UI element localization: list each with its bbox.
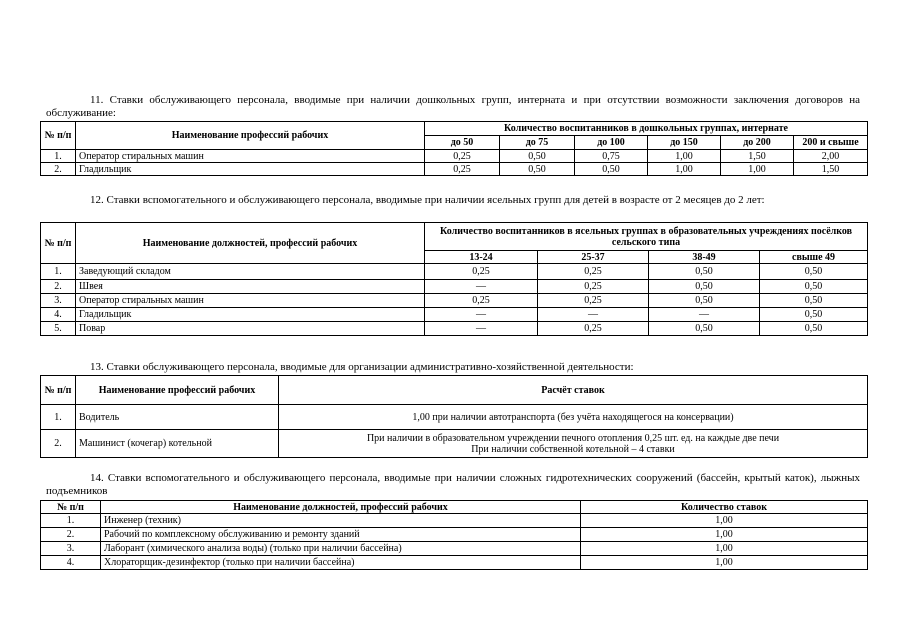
table-14 xyxy=(40,500,868,570)
col-header: до 50 xyxy=(425,136,500,150)
header-group: Количество воспитанников в ясельных группах в образовательных учреждениях посёлков сельского типа xyxy=(425,223,868,251)
header-num: № п/п xyxy=(41,223,76,264)
row-num: 4. xyxy=(41,556,101,570)
cell-calc xyxy=(279,430,868,458)
col-header: 13-24 xyxy=(425,251,538,264)
col-header: свыше 49 xyxy=(760,251,868,264)
table-row xyxy=(41,556,868,570)
row-name: Машинист (кочегар) котельной xyxy=(76,430,279,458)
cell-value: 0,50 xyxy=(760,264,868,280)
cell-value: 0,50 xyxy=(649,294,760,308)
table-row xyxy=(41,264,868,280)
cell-value: 0,25 xyxy=(538,322,649,336)
table-12 xyxy=(40,222,868,336)
row-num: 1. xyxy=(41,514,101,528)
cell-value: 0,25 xyxy=(425,264,538,280)
table-row xyxy=(41,430,868,458)
cell-value: 0,50 xyxy=(649,280,760,294)
cell-value: 0,75 xyxy=(575,150,648,163)
table-row xyxy=(41,542,868,556)
cell-value: 1,00 xyxy=(581,514,868,528)
table-row xyxy=(41,322,868,336)
section-11-caption: 11. Ставки обслуживающего персонала, вводимые при наличии дошкольных групп, интерната и при отсутствии возможности заключения договоров на обслуживание: xyxy=(46,94,860,119)
row-name: Хлораторщик-дезинфектор (только при наличии бассейна) xyxy=(101,556,581,570)
table-13 xyxy=(40,375,868,458)
cell-value: 2,00 xyxy=(794,150,868,163)
row-name: Оператор стиральных машин xyxy=(76,294,425,308)
row-name: Лаборант (химического анализа воды) (только при наличии бассейна) xyxy=(101,542,581,556)
cell-value: 0,50 xyxy=(500,150,575,163)
cell-value: 0,50 xyxy=(760,294,868,308)
header-qty: Количество ставок xyxy=(581,501,868,514)
cell-value: 1,00 xyxy=(648,163,721,176)
cell-value: 0,50 xyxy=(575,163,648,176)
row-num: 1. xyxy=(41,405,76,430)
table-row xyxy=(41,163,868,176)
row-name: Рабочий по комплексному обслуживанию и ремонту зданий xyxy=(101,528,581,542)
table-row xyxy=(41,528,868,542)
row-name: Гладильщик xyxy=(76,163,425,176)
cell-value: 0,50 xyxy=(500,163,575,176)
calc-line: 1,00 при наличии автотранспорта (без учёта находящегося на консервации) xyxy=(412,411,734,423)
cell-value: — xyxy=(649,308,760,322)
col-header: 25-37 xyxy=(538,251,649,264)
cell-value: 0,50 xyxy=(649,264,760,280)
table-11 xyxy=(40,121,868,176)
cell-value: — xyxy=(425,280,538,294)
row-name: Водитель xyxy=(76,405,279,430)
cell-value: 1,00 xyxy=(648,150,721,163)
section-14-caption: 14. Ставки вспомогательного и обслуживающего персонала, вводимые при наличии сложных гидротехнических сооружений (бассейн, крытый каток), лыжных подъемников xyxy=(46,472,860,497)
table-row xyxy=(41,294,868,308)
table-row xyxy=(41,405,868,430)
row-num: 2. xyxy=(41,280,76,294)
cell-value: 0,25 xyxy=(425,150,500,163)
header-name: Наименование профессий рабочих xyxy=(76,376,279,405)
row-name: Оператор стиральных машин xyxy=(76,150,425,163)
row-name: Заведующий складом xyxy=(76,264,425,280)
calc-line: При наличии в образовательном учреждении печного отопления 0,25 шт. ед. на каждые две печи xyxy=(366,432,780,444)
row-num: 2. xyxy=(41,163,76,176)
row-num: 3. xyxy=(41,542,101,556)
cell-value: — xyxy=(538,308,649,322)
table-row xyxy=(41,308,868,322)
row-num: 2. xyxy=(41,528,101,542)
cell-value: 0,50 xyxy=(760,322,868,336)
row-num: 1. xyxy=(41,150,76,163)
row-num: 5. xyxy=(41,322,76,336)
section-12-caption: 12. Ставки вспомогательного и обслуживающего персонала, вводимые при наличии ясельных групп для детей в возрасте от 2 месяцев до 2 лет: xyxy=(90,194,765,206)
col-header: до 150 xyxy=(648,136,721,150)
header-group: Количество воспитанников в дошкольных группах, интернате xyxy=(425,122,868,136)
col-header: 200 и свыше xyxy=(794,136,868,150)
cell-value: 1,50 xyxy=(794,163,868,176)
calc-line: При наличии собственной котельной – 4 ставки xyxy=(471,443,675,455)
header-num: № п/п xyxy=(41,122,76,150)
row-num: 3. xyxy=(41,294,76,308)
row-name: Повар xyxy=(76,322,425,336)
cell-value: 1,00 xyxy=(721,163,794,176)
row-num: 4. xyxy=(41,308,76,322)
row-name: Гладильщик xyxy=(76,308,425,322)
cell-value: — xyxy=(425,308,538,322)
header-num: № п/п xyxy=(41,376,76,405)
header-name: Наименование должностей, профессий рабочих xyxy=(101,501,581,514)
row-num: 2. xyxy=(41,430,76,458)
header-num: № п/п xyxy=(41,501,101,514)
cell-value: 1,50 xyxy=(721,150,794,163)
cell-value: 1,00 xyxy=(581,556,868,570)
cell-value: 0,25 xyxy=(538,264,649,280)
col-header: до 200 xyxy=(721,136,794,150)
header-calc: Расчёт ставок xyxy=(279,376,868,405)
col-header: 38-49 xyxy=(649,251,760,264)
table-row xyxy=(41,150,868,163)
col-header: до 75 xyxy=(500,136,575,150)
cell-value: 0,50 xyxy=(649,322,760,336)
table-row xyxy=(41,280,868,294)
section-13-caption: 13. Ставки обслуживающего персонала, вводимые для организации административно-хозяйственной деятельности: xyxy=(90,361,634,373)
header-name: Наименование должностей, профессий рабочих xyxy=(76,223,425,264)
row-name: Швея xyxy=(76,280,425,294)
cell-value: 0,25 xyxy=(425,294,538,308)
cell-value: 0,50 xyxy=(760,280,868,294)
header-name: Наименование профессий рабочих xyxy=(76,122,425,150)
col-header: до 100 xyxy=(575,136,648,150)
table-row xyxy=(41,514,868,528)
cell-value: — xyxy=(425,322,538,336)
cell-value: 0,25 xyxy=(538,280,649,294)
cell-value: 1,00 xyxy=(581,542,868,556)
row-name: Инженер (техник) xyxy=(101,514,581,528)
cell-value: 1,00 xyxy=(581,528,868,542)
row-num: 1. xyxy=(41,264,76,280)
cell-value: 0,50 xyxy=(760,308,868,322)
cell-value: 0,25 xyxy=(425,163,500,176)
cell-value: 0,25 xyxy=(538,294,649,308)
cell-calc xyxy=(279,405,868,430)
